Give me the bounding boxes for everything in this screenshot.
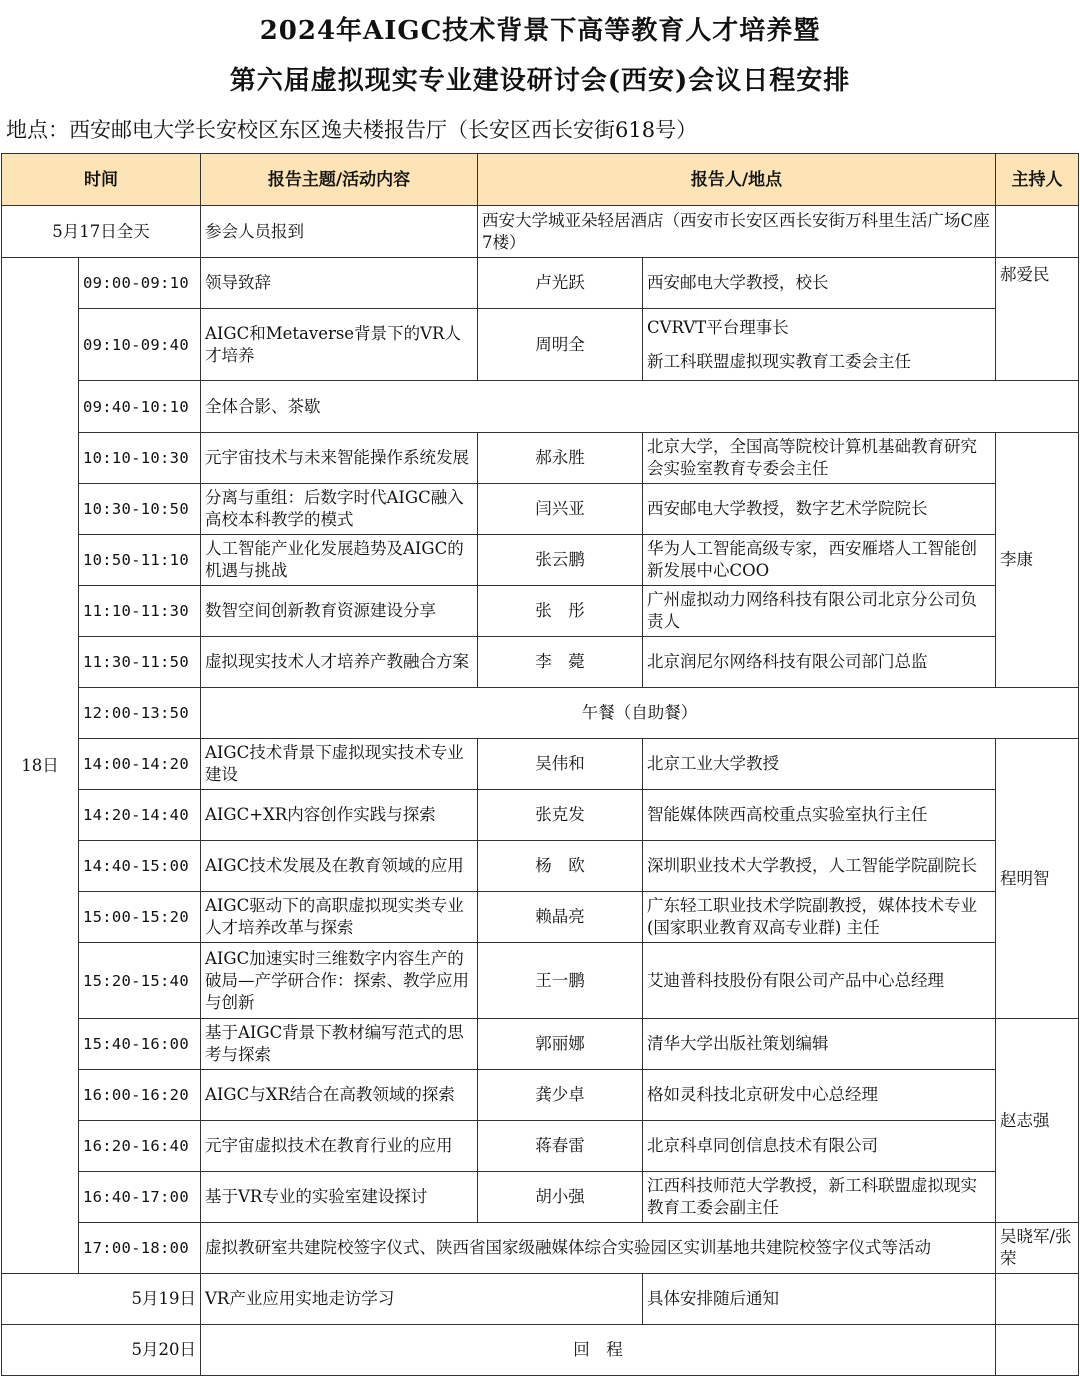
table-row bbox=[2, 790, 1079, 841]
time-cell: 12:00-13:50 bbox=[79, 688, 201, 739]
topic-cell: AIGC+XR内容创作实践与探索 bbox=[201, 790, 478, 841]
speaker-cell: 张 彤 bbox=[478, 586, 643, 637]
date-cell: 5月20日 bbox=[2, 1325, 201, 1376]
affiliation-cell: 清华大学出版社策划编辑 bbox=[643, 1019, 996, 1070]
speaker-cell: 张云鹏 bbox=[478, 535, 643, 586]
topic-cell: 人工智能产业化发展趋势及AIGC的机遇与挑战 bbox=[201, 535, 478, 586]
speaker-cell: 郝永胜 bbox=[478, 433, 643, 484]
affiliation-cell: 北京工业大学教授 bbox=[643, 739, 996, 790]
topic-cell: 领导致辞 bbox=[201, 258, 478, 309]
time-cell: 15:40-16:00 bbox=[79, 1019, 201, 1070]
table-row bbox=[2, 1223, 1079, 1274]
table-row bbox=[2, 535, 1079, 586]
table-row bbox=[2, 637, 1079, 688]
affiliation-cell bbox=[643, 309, 996, 381]
title-line-1: 2024年AIGC技术背景下高等教育人才培养暨 bbox=[259, 16, 821, 46]
table-row bbox=[2, 1172, 1079, 1223]
time-cell: 16:00-16:20 bbox=[79, 1070, 201, 1121]
table-row bbox=[2, 206, 1079, 258]
topic-cell: AIGC技术发展及在教育领域的应用 bbox=[201, 841, 478, 892]
affiliation-line: 新工科联盟虚拟现实教育工委会主任 bbox=[647, 351, 911, 371]
header-row bbox=[2, 154, 1079, 206]
host-cell: 李康 bbox=[996, 433, 1079, 688]
host-cell: 郝爱民 bbox=[996, 258, 1079, 381]
topic-cell: AIGC技术背景下虚拟现实技术专业建设 bbox=[201, 739, 478, 790]
table-row bbox=[2, 258, 1079, 309]
topic-cell: 元宇宙虚拟技术在教育行业的应用 bbox=[201, 1121, 478, 1172]
schedule-table bbox=[1, 153, 1079, 1376]
topic-cell: 参会人员报到 bbox=[201, 206, 478, 258]
table-row bbox=[2, 484, 1079, 535]
speaker-cell: 郭丽娜 bbox=[478, 1019, 643, 1070]
table-row bbox=[2, 892, 1079, 943]
affiliation-cell: 北京润尼尔网络科技有限公司部门总监 bbox=[643, 637, 996, 688]
host-cell bbox=[996, 1274, 1079, 1325]
topic-cell: 虚拟现实技术人才培养产教融合方案 bbox=[201, 637, 478, 688]
topic-cell: AIGC加速实时三维数字内容生产的破局—产学研合作：探索、教学应用与创新 bbox=[201, 943, 478, 1019]
date-cell: 5月17日全天 bbox=[2, 206, 201, 258]
location: 地点：西安邮电大学长安校区东区逸夫楼报告厅（长安区西长安街618号） bbox=[6, 118, 698, 142]
time-cell: 10:50-11:10 bbox=[79, 535, 201, 586]
affiliation-cell: 深圳职业技术大学教授，人工智能学院副院长 bbox=[643, 841, 996, 892]
speaker-cell: 李 薨 bbox=[478, 637, 643, 688]
table-row bbox=[2, 1121, 1079, 1172]
time-cell: 14:00-14:20 bbox=[79, 739, 201, 790]
time-cell: 16:20-16:40 bbox=[79, 1121, 201, 1172]
topic-cell: AIGC驱动下的高职虚拟现实类专业人才培养改革与探索 bbox=[201, 892, 478, 943]
topic-cell: 基于VR专业的实验室建设探讨 bbox=[201, 1172, 478, 1223]
table-row bbox=[2, 1274, 1079, 1325]
time-cell: 09:40-10:10 bbox=[79, 381, 201, 433]
host-cell: 吴晓军/张荣 bbox=[996, 1223, 1079, 1274]
affiliation-cell: 华为人工智能高级专家，西安雁塔人工智能创新发展中心COO bbox=[643, 535, 996, 586]
affiliation-cell: 北京科卓同创信息技术有限公司 bbox=[643, 1121, 996, 1172]
host-cell: 程明智 bbox=[996, 739, 1079, 1019]
speaker-cell: 周明全 bbox=[478, 309, 643, 381]
time-cell: 10:10-10:30 bbox=[79, 433, 201, 484]
time-cell: 11:30-11:50 bbox=[79, 637, 201, 688]
header-time: 时间 bbox=[2, 154, 201, 206]
speaker-cell: 杨 欧 bbox=[478, 841, 643, 892]
affiliation-cell: 西安邮电大学教授，校长 bbox=[643, 258, 996, 309]
topic-cell: 全体合影、茶歇 bbox=[201, 381, 1079, 433]
table-row bbox=[2, 433, 1079, 484]
time-cell: 11:10-11:30 bbox=[79, 586, 201, 637]
day-18-label: 18日 bbox=[2, 258, 79, 1274]
table-row bbox=[2, 1019, 1079, 1070]
topic-cell: VR产业应用实地走访学习 bbox=[201, 1274, 643, 1325]
speaker-cell: 闫兴亚 bbox=[478, 484, 643, 535]
time-cell: 17:00-18:00 bbox=[79, 1223, 201, 1274]
time-cell: 14:40-15:00 bbox=[79, 841, 201, 892]
time-cell: 14:20-14:40 bbox=[79, 790, 201, 841]
affiliation-cell: 西安邮电大学教授，数字艺术学院院长 bbox=[643, 484, 996, 535]
table-row bbox=[2, 309, 1079, 381]
place-cell: 西安大学城亚朵轻居酒店（西安市长安区西长安街万科里生活广场C座7楼） bbox=[478, 206, 996, 258]
table-row bbox=[2, 1325, 1079, 1376]
date-cell: 5月19日 bbox=[2, 1274, 201, 1325]
affiliation-cell: 智能媒体陕西高校重点实验室执行主任 bbox=[643, 790, 996, 841]
note-cell: 具体安排随后通知 bbox=[643, 1274, 996, 1325]
speaker-cell: 赖晶亮 bbox=[478, 892, 643, 943]
speaker-cell: 龚少卓 bbox=[478, 1070, 643, 1121]
topic-cell: 数智空间创新教育资源建设分享 bbox=[201, 586, 478, 637]
affiliation-cell: 广州虚拟动力网络科技有限公司北京分公司负责人 bbox=[643, 586, 996, 637]
title-line-2: 第六届虚拟现实专业建设研讨会(西安)会议日程安排 bbox=[229, 66, 851, 96]
header-speaker: 报告人/地点 bbox=[478, 154, 996, 206]
speaker-cell: 吴伟和 bbox=[478, 739, 643, 790]
time-cell: 16:40-17:00 bbox=[79, 1172, 201, 1223]
affiliation-cell: 江西科技师范大学教授，新工科联盟虚拟现实教育工委会副主任 bbox=[643, 1172, 996, 1223]
affiliation-line: CVRVT平台理事长 bbox=[647, 317, 789, 337]
host-cell bbox=[996, 1325, 1079, 1376]
affiliation-cell: 艾迪普科技股份有限公司产品中心总经理 bbox=[643, 943, 996, 1019]
topic-cell: 元宇宙技术与未来智能操作系统发展 bbox=[201, 433, 478, 484]
table-row bbox=[2, 841, 1079, 892]
table-row bbox=[2, 739, 1079, 790]
topic-cell: 虚拟教研室共建院校签字仪式、陕西省国家级融媒体综合实验园区实训基地共建院校签字仪式等活动 bbox=[201, 1223, 996, 1274]
affiliation-cell: 北京大学，全国高等院校计算机基础教育研究会实验室教育专委会主任 bbox=[643, 433, 996, 484]
topic-cell: 回 程 bbox=[201, 1325, 996, 1376]
table-row bbox=[2, 943, 1079, 1019]
time-cell: 15:20-15:40 bbox=[79, 943, 201, 1019]
speaker-cell: 蒋春雷 bbox=[478, 1121, 643, 1172]
affiliation-cell: 格如灵科技北京研发中心总经理 bbox=[643, 1070, 996, 1121]
header-topic: 报告主题/活动内容 bbox=[201, 154, 478, 206]
table-row bbox=[2, 688, 1079, 739]
time-cell: 09:10-09:40 bbox=[79, 309, 201, 381]
host-cell bbox=[996, 206, 1079, 258]
speaker-cell: 王一鹏 bbox=[478, 943, 643, 1019]
speaker-cell: 卢光跃 bbox=[478, 258, 643, 309]
speaker-cell: 胡小强 bbox=[478, 1172, 643, 1223]
lunch-cell: 午餐（自助餐） bbox=[201, 688, 1079, 739]
table-row bbox=[2, 381, 1079, 433]
table-row bbox=[2, 586, 1079, 637]
host-cell: 赵志强 bbox=[996, 1019, 1079, 1223]
time-cell: 10:30-10:50 bbox=[79, 484, 201, 535]
speaker-cell: 张克发 bbox=[478, 790, 643, 841]
time-cell: 09:00-09:10 bbox=[79, 258, 201, 309]
topic-cell: AIGC和Metaverse背景下的VR人才培养 bbox=[201, 309, 478, 381]
topic-cell: AIGC与XR结合在高教领域的探索 bbox=[201, 1070, 478, 1121]
time-cell: 15:00-15:20 bbox=[79, 892, 201, 943]
header-host: 主持人 bbox=[996, 154, 1079, 206]
affiliation-cell: 广东轻工职业技术学院副教授，媒体技术专业(国家职业教育双高专业群) 主任 bbox=[643, 892, 996, 943]
topic-cell: 基于AIGC背景下教材编写范式的思考与探索 bbox=[201, 1019, 478, 1070]
table-row bbox=[2, 1070, 1079, 1121]
topic-cell: 分离与重组：后数字时代AIGC融入高校本科教学的模式 bbox=[201, 484, 478, 535]
